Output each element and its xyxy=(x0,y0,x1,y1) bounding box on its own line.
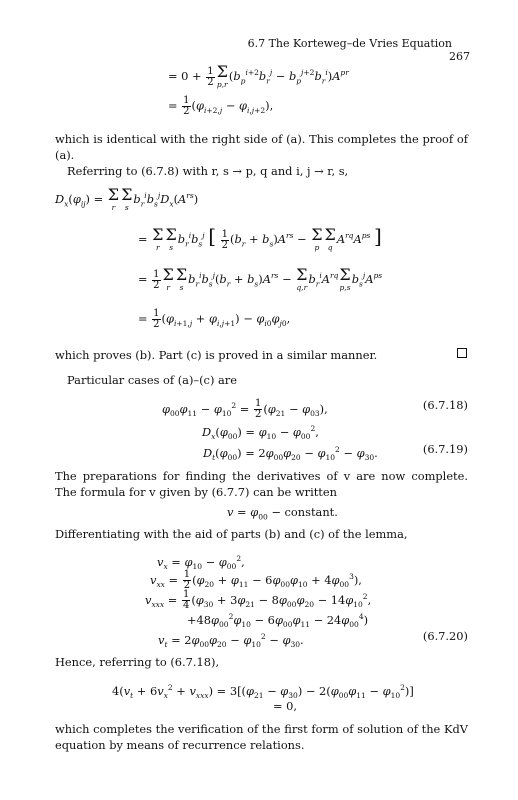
page-number: 267 xyxy=(449,50,470,63)
equation-block-4: $v = \varphi_{00}$ − constant. xyxy=(227,505,338,522)
section-title: 6.7 The Korteweg–de Vries Equation xyxy=(247,37,452,50)
paragraph-1: which is identical with the right side of (a). This completes the proof of (a). xyxy=(55,132,468,162)
paragraph-2: Referring to (6.7.8) with r, s → p, q and i, j → r, s, xyxy=(67,164,349,178)
equation-block-3: $\varphi_{00}\varphi_{11} - \varphi_{10}^2$ = $\frac{1}{2}$ $(\varphi_{21} - \varphi_{03})$, xyxy=(162,398,328,421)
equation-number-6-7-20: (6.7.20) xyxy=(422,629,468,643)
equation-number-6-7-19: (6.7.19) xyxy=(422,442,468,456)
paragraph-6: Differentiating with the aid of parts (b) and (c) of the lemma, xyxy=(55,527,408,541)
qed-box-icon xyxy=(457,348,467,358)
paragraph-8: which completes the verification of the first form of solution of the KdV equation by means of recurrence relations. xyxy=(55,722,468,752)
equation-number-6-7-18: (6.7.18) xyxy=(422,398,468,412)
running-header xyxy=(230,37,470,63)
paragraph-5: The preparations for finding the derivatives of v are now complete. The formula for v given by (6.7.7) can be written xyxy=(55,469,468,499)
equation-line-dt-phi00: $D_t(\varphi_{00}) = 2\varphi_{00}\varphi_{20} - \varphi_{10}^2 - \varphi_{30}$. xyxy=(203,445,378,463)
paragraph-4: Particular cases of (a)–(c) are xyxy=(67,373,237,387)
equation-block-1: = 0 + $\frac{1}{2}$ Σ p,r $(b_p^{i+2}b_r^j - b_p^{j+2}b_r^i)A^{pr}$ = $\frac{1}{2}$ $(\varphi_{i+2,j} - \varphi_{i,j+2})$, xyxy=(168,62,349,117)
paragraph-7: Hence, referring to (6.7.18), xyxy=(55,655,220,669)
paragraph-3: which proves (b). Part (c) is proved in a similar manner. xyxy=(55,348,378,362)
equation-line-dx-phi00: $D_x(\varphi_{00}) = \varphi_{10} - \varphi_{00}^2$, xyxy=(202,424,319,442)
book-page: 6.7 The Korteweg–de Vries Equation 267 = 0 + $\frac{1}{2}$ Σ p,r $(b_p^{i+2}b_r^j - b_p^{j+2}b_r^i)A^{pr}$ = $\frac{1}{2}$ $(\varphi_{i+2,j} - \varphi_{i,j+2})$, which is identical with the right side of (a). This completes the proof of (a). Referring to (6.7.8) with r, s → p, q and i, j → r, s, $D_x(\varphi_{ij})$ = Σ r Σ s $b_r^ib_s^jD_x(A^{rs})$ = Σ r Σ s $b_r^ib_s^j$ [ $\frac{1}{2}$ $(b_r + b_s)A^{rs}$ − Σ p Σ q $A^{rq}A^{ps}$ ] = $\frac{1}{2}$ Σ r Σ s $b_r^ib_s^j(b_r + b_s)A^{rs}$ − Σ q,r $b_r^iA^{rq}$ Σ p,s $b_s^jA^{ps}$ = $\frac{1}{2}$ $(\varphi_{i+1,j} + \varphi_{i,j+1}) - \varphi_{i0}\varphi_{j0}$, which proves (b). Part (c) is proved in a similar manner. Particular cases of (a)–(c) are $\varphi_{00}\varphi_{11} - \varphi_{10}^2$ = $\frac{1}{2}$ $(\varphi_{21} - \varphi_{03})$, (6.7.18) $D_x(\varphi_{00}) = \varphi_{10} - \varphi_{00}^2$, $D_t(\varphi_{00}) = 2\varphi_{00}\varphi_{20} - \varphi_{10}^2 - \varphi_{30}$. (6.7.19) The preparations for finding the derivatives of v are now complete. The formula for v given by (6.7.7) can be written $v = \varphi_{00}$ − constant. Differentiating with the aid of parts (b) and (c) of the lemma, $v_x = \varphi_{10} - \varphi_{00}^2$, $v_{xx}$ = $\frac{1}{2}$ $(\varphi_{20} + \varphi_{11} - 6\varphi_{00}\varphi_{10} + 4\varphi_{00}^3)$, $v_{xxx}$ = $\frac{1}{4}$ ($\varphi_{30} + 3\varphi_{21} - 8\varphi_{00}\varphi_{20} - 14\varphi_{10}^2$, $+48\varphi_{00}^2\varphi_{10} - 6\varphi_{00}\varphi_{11} - 24\varphi_{00}^4$) $v_t = 2\varphi_{00}\varphi_{20} - \varphi_{10}^2 - \varphi_{30}$. (6.7.20) Hence, referring to (6.7.18), $4(v_t + 6v_x^2 + v_{xxx}) = 3[(\varphi_{21} - \varphi_{30}) - 2(\varphi_{00}\varphi_{11} - \varphi_{10}^2)]$ = 0, which completes the verification of the first form of solution of the KdV equation by means of recurrence relations. xyxy=(55,37,470,752)
